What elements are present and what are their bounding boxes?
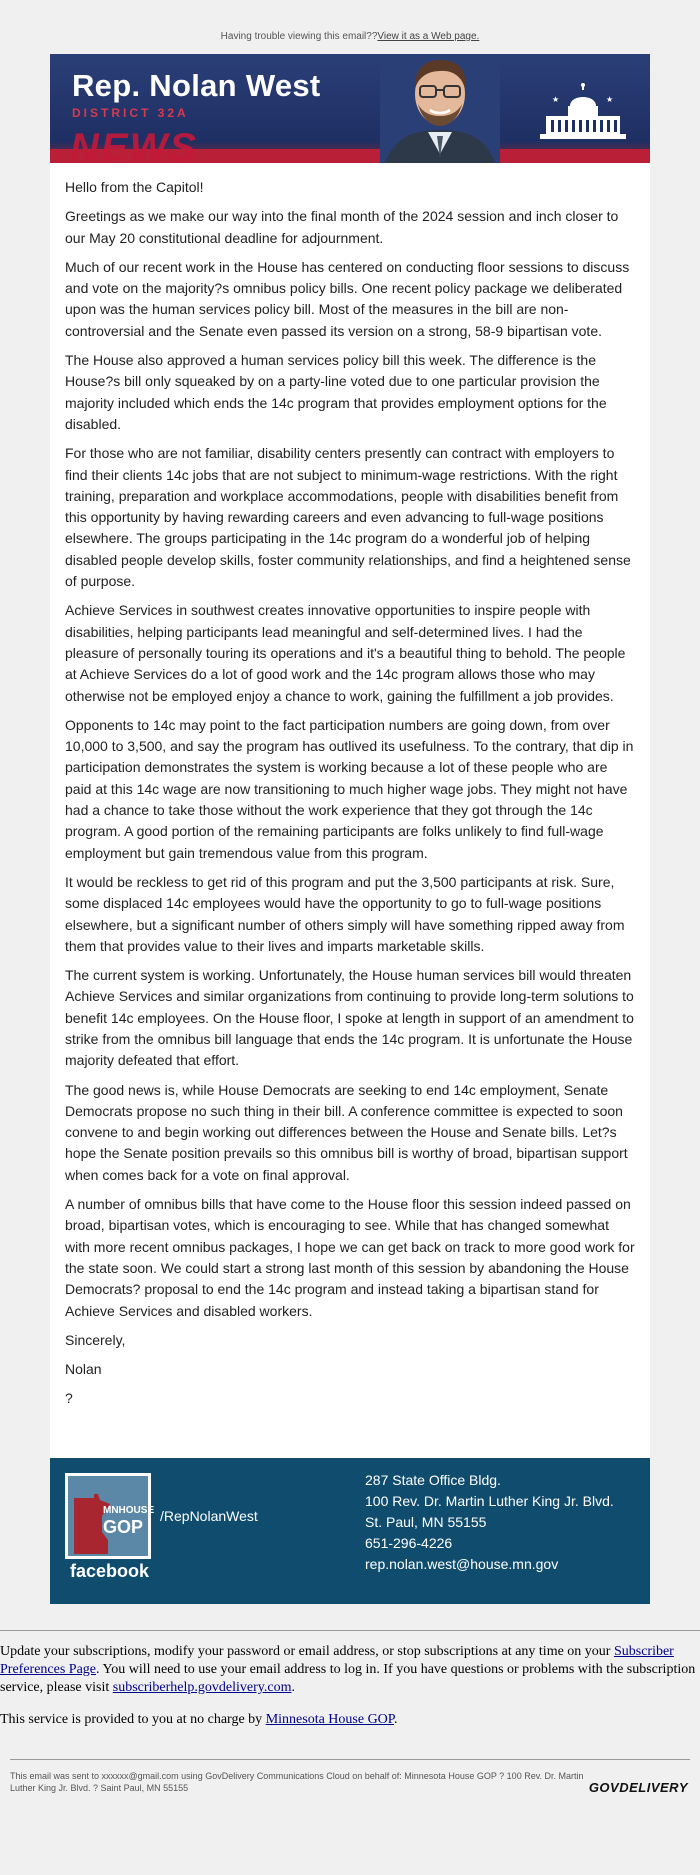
minnesota-map-icon [68,1476,148,1556]
logo-gop-text: GOP [103,1516,144,1537]
newsletter-body [50,163,650,1432]
office-address [365,1470,614,1575]
legal-text: This service is provided to you at no charge by [0,1711,266,1727]
svg-text:★: ★ [552,95,560,104]
newsletter [50,54,650,1604]
paragraph: The good news is, while House Democrats are seeking to end 14c employment, Senate Democrats propose no such thing in their bill. A conference committee is expected to soon convene to and begin working out differences between the House and Senate bills. Let?s hope the Senate position prevails so this omnibus bill is worthy of broad, bipartisan support when comes back for a vote on final approval. [65,1081,628,1183]
greeting: Hello from the Capitol! [65,179,204,195]
spacer [0,1604,700,1630]
legal-text: . You will need to use your email address to log in. If you have questions or problems with the subscription service, please visit [0,1661,696,1695]
phone-number: 651-296-4226 [365,1534,453,1551]
govdelivery-footer [0,1760,700,1804]
address-line: St. Paul, MN 55155 [365,1513,487,1530]
trailing-mark: ? [65,1390,73,1407]
subscriber-help-link[interactable]: subscriberhelp.govdelivery.com [112,1679,292,1695]
representative-name: Rep. Nolan West [72,68,321,103]
capitol-icon [538,80,628,142]
legal-text: Update your subscriptions, modify your password or email address, or stop subscriptions at any time on your [0,1643,614,1659]
contact-footer [50,1458,650,1604]
govdelivery-logo[interactable]: GOVDELIVERY [588,1779,688,1795]
representative-portrait [380,54,500,163]
address-line: 287 State Office Bldg. [365,1471,501,1488]
svg-text:★: ★ [606,95,614,104]
legal-text: . [291,1679,295,1695]
sent-to-notice: This email was sent to xxxxxx@gmail.com using GovDelivery Communications Cloud on behalf of: Minnesota House GOP ? 100 Rev. Dr. Martin Luther King Jr. Blvd. ? Saint Paul, MN 55155 [10,1770,584,1793]
spacer [50,1432,650,1458]
news-title: NEWS [70,126,198,163]
header-banner [50,54,650,163]
paragraph: Much of our recent work in the House has centered on conducting floor sessions to discuss and vote on the majority?s omnibus policy bills. One recent policy package we deliberated upon was the human services policy bill. Most of the measures in the bill are non-controversial and the Senate even passed its version on a strong, 58-9 bipartisan vote. [65,258,630,339]
trouble-viewing-note [0,0,700,54]
paragraph: Opponents to 14c may point to the fact participation numbers are going down, from over 10,000 to 3,500, and say the program has outlived its usefulness. To the contrary, that dip in participation demonstrates the system is working because a lot of these people who are paid at this 14c wage are now transitioning to much higher wage jobs. They might not have had a chance to take those without the work experience that they got through the 14c program. A good portion of the remaining participants are folks unlikely to find full-wage employment but gain tremendous value from this program. [65,716,634,861]
minnesota-house-gop-link[interactable]: Minnesota House GOP [265,1711,395,1727]
mn-house-gop-logo[interactable] [65,1473,155,1559]
paragraph: It would be reckless to get rid of this program and put the 3,500 participants at risk. Sure, some displaced 14c employees would have the opportunity to go to full-wage positions elsewhere, but a significant number of others simply will have something ripped away from them that provides value to their lives and imparts marketable skills. [65,873,625,954]
paragraph: Greetings as we make our way into the final month of the 2024 session and inch closer to our May 20 constitutional deadline for adjournment. [65,208,619,246]
paragraph: Achieve Services in southwest creates innovative opportunities to inspire people with disabilities, helping participants lead meaningful and self-determined lives. I had the pleasure of personally touring its operations and it's a beautiful thing to behold. The people at Achieve Services do a lot of good work and the 14c program allows those who may otherwise not be employed enjoy a chance to work, gaining the fulfillment a job provides. [65,602,626,704]
paragraph: The House also approved a human services policy bill this week. The difference is the House?s bill only squeaked by on a party-line voted due to one particular provision the majority included which ends the 14c program that provides employment options for the disabled. [65,352,607,432]
signature-name: Nolan [65,1361,102,1378]
subscription-paragraph [0,1643,700,1697]
provider-paragraph [0,1711,700,1729]
facebook-handle-link[interactable]: /RepNolanWest [160,1507,258,1524]
logo-mn-text: MNHOUSE [103,1504,155,1516]
paragraph: The current system is working. Unfortunately, the House human services bill would threaten Achieve Services and similar organizations from continuing to provide long-term solutions to benefit 14c employees. On the House floor, I spoke at length in support of an amendment to strike from the omnibus bill language that ends the 14c program. It is unfortunate the House majority defeated that effort. [65,967,634,1069]
subscriber-preferences-link[interactable]: Subscriber Preferences Page [0,1643,674,1677]
district-label: DISTRICT 32A [72,106,189,120]
address-line: 100 Rev. Dr. Martin Luther King Jr. Blvd. [365,1492,614,1509]
facebook-icon[interactable]: facebook [70,1560,150,1581]
view-web-page-link[interactable]: View it as a Web page. [377,31,480,42]
paragraph: A number of omnibus bills that have come to the House floor this session indeed passed on broad, bipartisan votes, which is encouraging to see. While that has changed somewhat with more recent omnibus packages, I hope we can get back on track to more good work for the state soon. We could start a strong last month of this session by abandoning the House Democrats? proposal to end the 14c program and instead taking a bipartisan stand for Achieve Services and disabled workers. [65,1196,635,1319]
email-address-link[interactable]: rep.nolan.west@house.mn.gov [365,1555,559,1572]
subscription-legal [0,1631,700,1729]
sign-off: Sincerely, [65,1331,126,1348]
trouble-viewing-text: Having trouble viewing this email?? [220,31,378,42]
paragraph: For those who are not familiar, disability centers presently can contract with employers to find their clients 14c jobs that are not subject to minimum-wage restrictions. With the right training, preparation and workplace accommodations, people with disabilities benefit from this opportunity by having rewarding careers and even advancing to full-wage positions elsewhere. The groups participating in the 14c program do a wonderful job of helping disabled people develop skills, foster community relationships, and find a heightened sense of purpose. [65,445,631,590]
legal-text: . [394,1711,398,1727]
